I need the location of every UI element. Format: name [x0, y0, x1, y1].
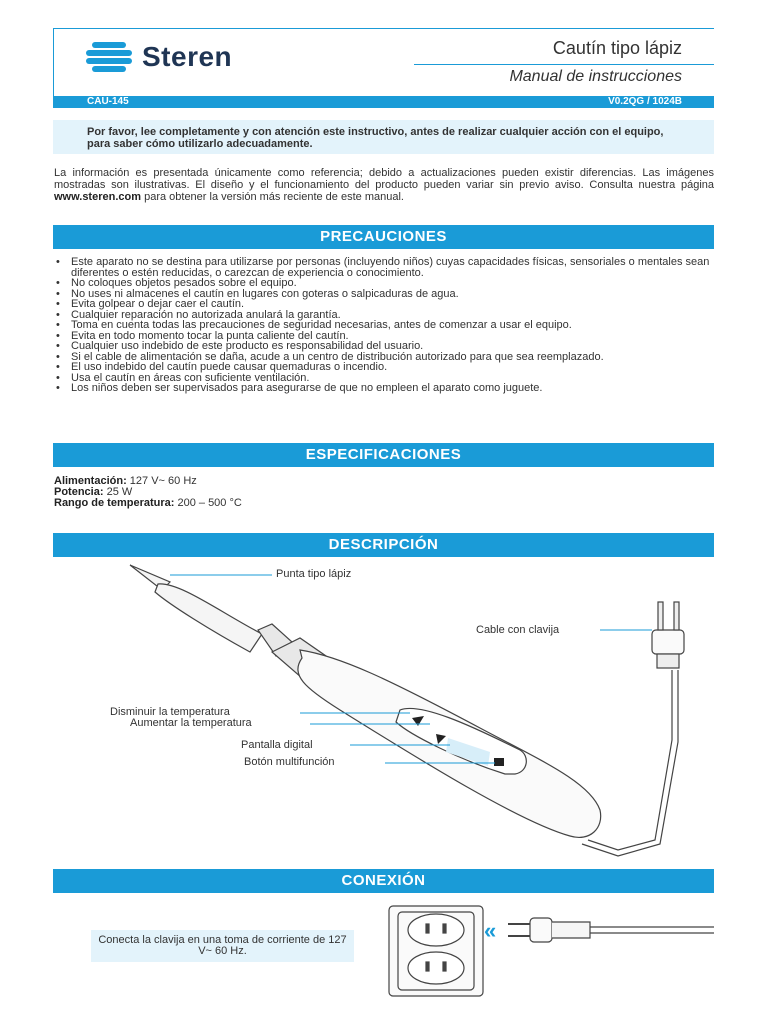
list-item: • No coloques objetos pesados sobre el equipo. [56, 278, 716, 289]
spec-power-supply: Alimentación: 127 V~ 60 Hz [54, 475, 197, 487]
notice-box: Por favor, lee completamente y con atención este instructivo, antes de realizar cualquier acción con el equipo, para saber cómo utilizarlo adecuadamente. [53, 120, 714, 154]
list-item: • Cualquier uso indebido de este producto es responsabilidad del usuario. [56, 341, 716, 352]
connection-note: Conecta la clavija en una toma de corriente de 127 V~ 60 Hz. [91, 930, 354, 962]
list-item: • Los niños deben ser supervisados para asegurarse de que no empleen el aparato como juguete. [56, 383, 716, 394]
model-number: CAU-145 [87, 96, 129, 107]
intro-text: La información es presentada únicamente como referencia; debido a actualizaciones pueden existir diferencias. Las imágenes mostradas son ilustrativas. El diseño y el funcionamiento del producto pueden variar sin previo aviso. Consulta nuestra página [54, 167, 714, 191]
label-display: Pantalla digital [241, 739, 313, 751]
brand-logo [84, 40, 232, 74]
precautions-heading: PRECAUCIONES [53, 225, 714, 249]
spec-temperature: Rango de temperatura: 200 – 500 °C [54, 497, 242, 509]
list-item: • Este aparato no se destina para utilizarse por personas (incluyendo niños) cuyas capacidades físicas, sensoriales o mentales sean diferentes o estén reducidas, o carezcan de experiencia o conocimiento. [56, 257, 716, 278]
header-divider [414, 64, 714, 65]
list-item: • Si el cable de alimentación se daña, acude a un centro de distribución autorizado para que sea reemplazado. [56, 352, 716, 363]
label-tip: Punta tipo lápiz [276, 568, 352, 580]
brand-name: Steren [142, 41, 233, 72]
list-item: • Toma en cuenta todas las precauciones de seguridad necesarias, antes de comenzar a usar el equipo. [56, 320, 716, 331]
label-multifunction-button: Botón multifunción [244, 756, 335, 768]
specifications-list [54, 476, 242, 509]
website-link[interactable]: www.steren.com [54, 191, 142, 203]
document-subtitle: Manual de instrucciones [509, 68, 682, 85]
list-item: • El uso indebido del cautín puede causar quemaduras o incendio. [56, 362, 716, 373]
outlet-connection-illustration [380, 900, 714, 1000]
label-increase-temp: Aumentar la temperatura [130, 717, 252, 729]
steren-logo-icon [84, 40, 134, 74]
document-title: Cautín tipo lápiz [552, 38, 682, 58]
description-heading: DESCRIPCIÓN [53, 533, 714, 557]
list-item: • No uses ni almacenes el cautín en lugares con goteras o salpicaduras de agua. [56, 289, 716, 300]
multifunction-button-icon [494, 758, 504, 766]
list-item: • Evita en todo momento tocar la punta caliente del cautín. [56, 331, 716, 342]
precautions-list [56, 257, 716, 394]
model-bar [53, 96, 714, 108]
intro-text-end: para obtener la versión más reciente de este manual. [144, 191, 404, 203]
intro-paragraph [54, 167, 714, 203]
header-frame-top [53, 28, 714, 29]
header-frame-left [53, 28, 54, 96]
spec-power: Potencia: 25 W [54, 486, 133, 498]
list-item: • Evita golpear o dejar caer el cautín. [56, 299, 716, 310]
specifications-heading: ESPECIFICACIONES [53, 443, 714, 467]
label-cable: Cable con clavija [476, 624, 560, 636]
label-decrease-temp: Disminuir la temperatura [110, 706, 230, 718]
version-code: V0.2QG / 1024B [608, 96, 682, 107]
chevron-left-icon: « [484, 918, 497, 943]
list-item: • Cualquier reparación no autorizada anulará la garantía. [56, 310, 716, 321]
list-item: • Usa el cautín en áreas con suficiente ventilación. [56, 373, 716, 384]
connection-heading: CONEXIÓN [53, 869, 714, 893]
